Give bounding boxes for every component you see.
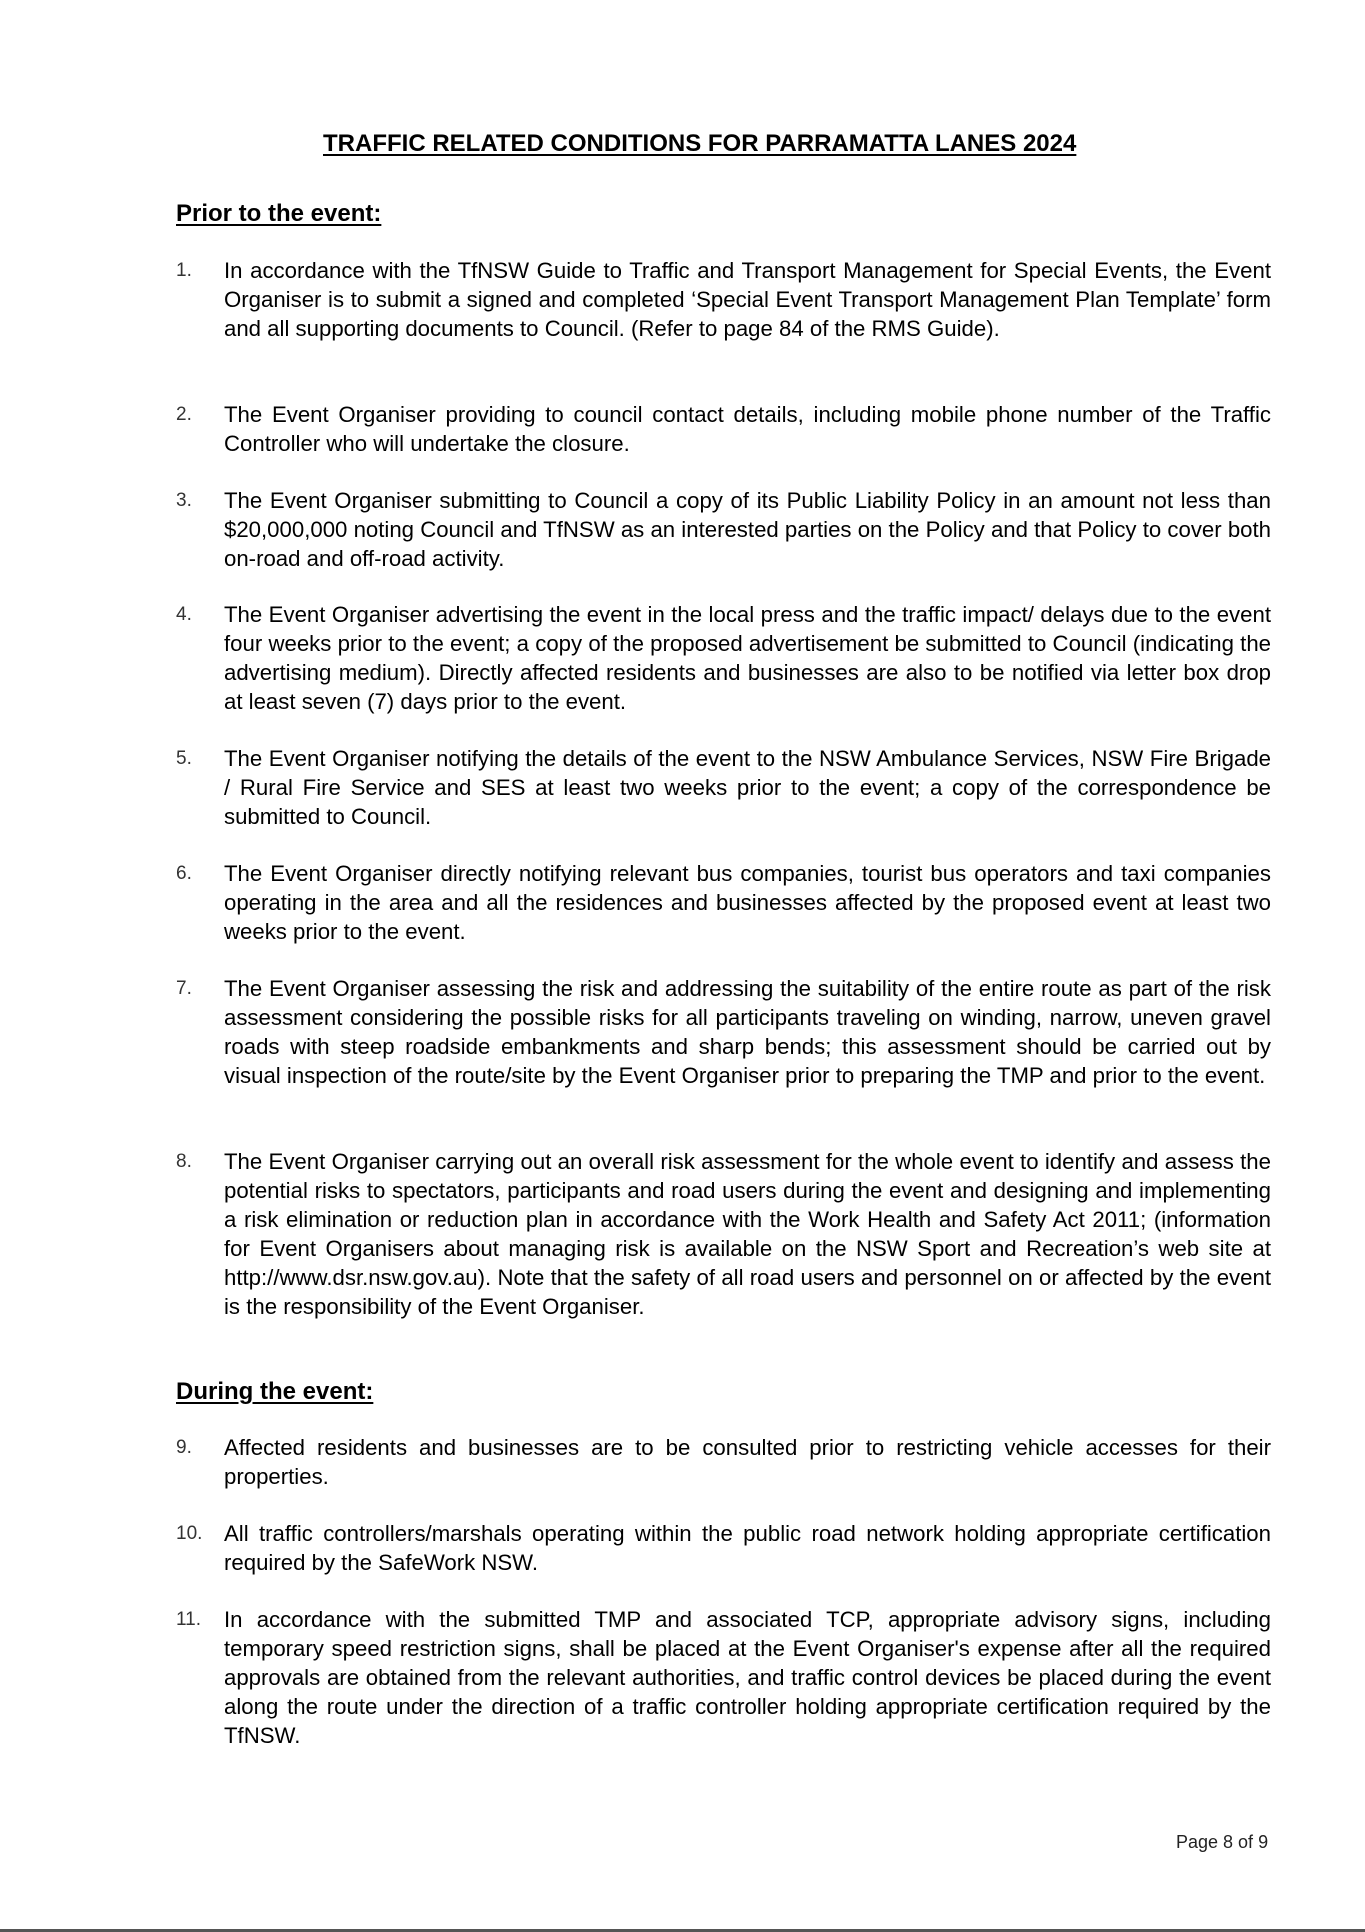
condition-item	[176, 1605, 1271, 1750]
item-number: 2.	[176, 404, 192, 425]
item-text: The Event Organiser submitting to Council a copy of its Public Liability Policy in an amount not less than $20,000,000 noting Council and TfNSW as an interested parties on the Policy and that Policy to cover both on-road and off-road activity.	[224, 488, 1271, 571]
item-text: Affected residents and businesses are to be consulted prior to restricting vehicle accesses for their properties.	[224, 1435, 1271, 1489]
condition-item	[176, 1433, 1271, 1491]
item-number: 1.	[176, 260, 192, 281]
item-number: 6.	[176, 863, 192, 884]
item-number: 4.	[176, 604, 192, 625]
condition-item	[176, 256, 1271, 343]
condition-item	[176, 486, 1271, 573]
condition-item	[176, 974, 1271, 1090]
item-number: 8.	[176, 1151, 192, 1172]
condition-item	[176, 744, 1271, 831]
item-number: 5.	[176, 748, 192, 769]
item-number: 9.	[176, 1437, 192, 1458]
page-number: Page 8 of 9	[1176, 1832, 1269, 1852]
item-text: In accordance with the TfNSW Guide to Traffic and Transport Management for Special Events, the Event Organiser is to submit a signed and completed ‘Special Event Transport Management Plan Template’ form and all supporting documents to Council. (Refer to page 84 of the RMS Guide).	[224, 258, 1271, 341]
item-text: In accordance with the submitted TMP and associated TCP, appropriate advisory signs, including temporary speed restriction signs, shall be placed at the Event Organiser's expense after all the required approvals are obtained from the relevant authorities, and traffic control devices be placed during the event along the route under the direction of a traffic controller holding appropriate certification required by the TfNSW.	[224, 1607, 1271, 1748]
item-number: 3.	[176, 490, 192, 511]
condition-item	[176, 1519, 1271, 1577]
document-title: TRAFFIC RELATED CONDITIONS FOR PARRAMATTA LANES 2024	[323, 130, 1077, 157]
item-text: The Event Organiser notifying the details of the event to the NSW Ambulance Services, NSW Fire Brigade / Rural Fire Service and SES at least two weeks prior to the event; a copy of the correspondence be submitted to Council.	[224, 746, 1271, 829]
condition-item	[176, 1147, 1271, 1321]
condition-item	[176, 859, 1271, 946]
item-text: The Event Organiser providing to council contact details, including mobile phone number of the Traffic Controller who will undertake the closure.	[224, 402, 1271, 456]
item-number: 10.	[176, 1523, 203, 1544]
item-text: The Event Organiser directly notifying relevant bus companies, tourist bus operators and taxi companies operating in the area and all the residences and businesses affected by the proposed event at least two weeks prior to the event.	[224, 861, 1271, 944]
condition-item	[176, 600, 1271, 716]
item-text: All traffic controllers/marshals operating within the public road network holding appropriate certification required by the SafeWork NSW.	[224, 1521, 1271, 1575]
section-heading-during: During the event:	[176, 1378, 374, 1405]
section-heading-prior: Prior to the event:	[176, 200, 382, 227]
item-number: 11.	[176, 1609, 202, 1630]
item-text: The Event Organiser assessing the risk and addressing the suitability of the entire route as part of the risk assessment considering the possible risks for all participants traveling on winding, narrow, uneven gravel roads with steep roadside embankments and sharp bends; this assessment should be carried out by visual inspection of the route/site by the Event Organiser prior to preparing the TMP and prior to the event.	[224, 976, 1271, 1088]
item-text: The Event Organiser carrying out an overall risk assessment for the whole event to identify and assess the potential risks to spectators, participants and road users during the event and designing and implementing a risk elimination or reduction plan in accordance with the Work Health and Safety Act 2011; (information for Event Organisers about managing risk is available on the NSW Sport and Recreation’s web site at http://www.dsr.nsw.gov.au). Note that the safety of all road users and personnel on or affected by the event is the responsibility of the Event Organiser.	[224, 1149, 1271, 1319]
condition-item	[176, 400, 1271, 458]
item-text: The Event Organiser advertising the event in the local press and the traffic impact/ delays due to the event four weeks prior to the event; a copy of the proposed advertisement be submitted to Council (indicating the advertising medium). Directly affected residents and businesses are also to be notified via letter box drop at least seven (7) days prior to the event.	[224, 602, 1271, 714]
item-number: 7.	[176, 978, 192, 999]
